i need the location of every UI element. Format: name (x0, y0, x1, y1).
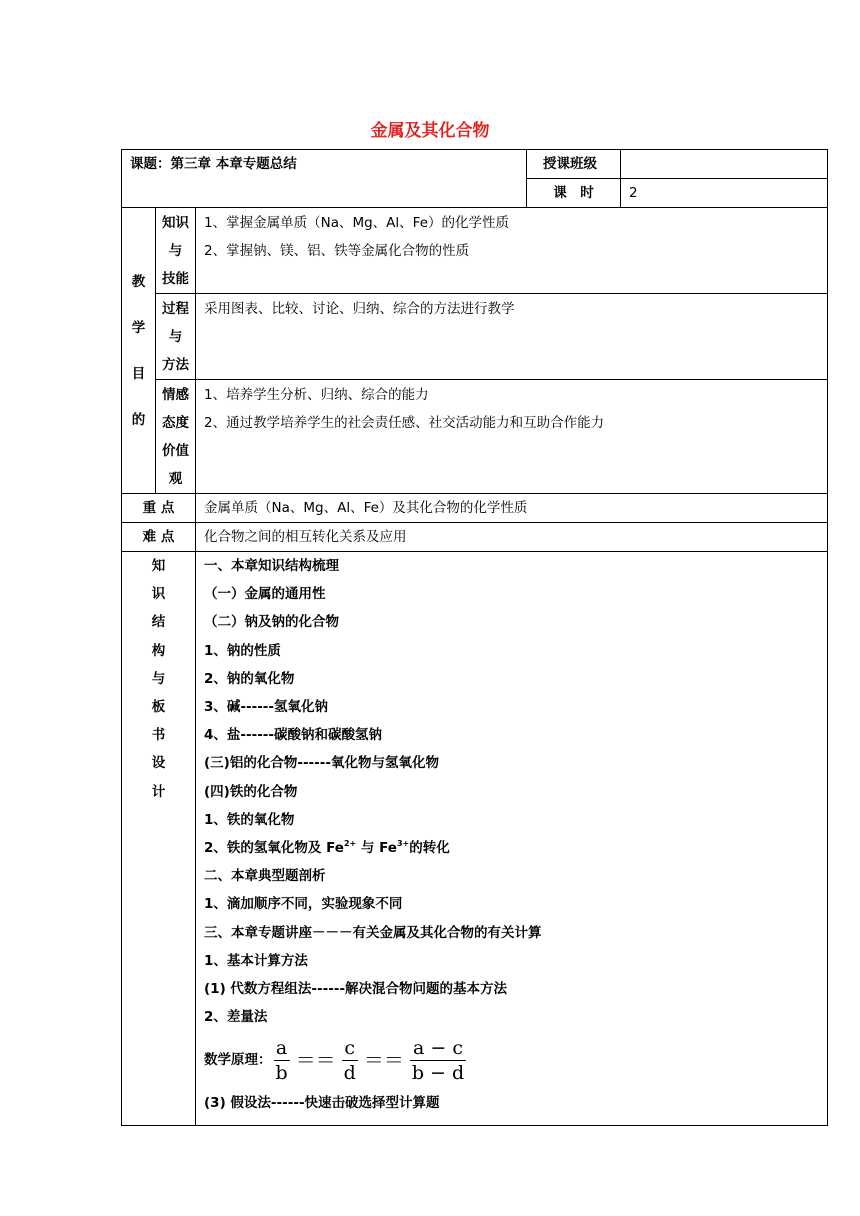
outline-line: （一）金属的通用性 (204, 586, 326, 603)
focus-label: 重 点 (122, 494, 196, 523)
math-principle-formula: 数学原理： $\frac{a}{b}$ ＝＝ $\frac{c}{d}$ ＝＝ $\frac{a - c}{b - d}$ (204, 1036, 465, 1084)
process-method-label: 过程 与 方法 (156, 294, 196, 380)
outline-line: (1) 代数方程组法------解决混合物问题的基本方法 (204, 981, 508, 998)
outline-line: 3、碱------氢氧化钠 (204, 699, 329, 716)
page-title: 金属及其化合物 (370, 121, 490, 141)
knowledge-structure-side-label: 知 识 结 构 与 板 书 设 计 (122, 552, 196, 1126)
process-method-content: 采用图表、比较、讨论、归纳、综合的方法进行教学 (196, 294, 828, 380)
outline-line: 二、本章典型题剖析 (204, 868, 326, 885)
outline-line: 一、本章知识结构梳理 (204, 558, 339, 574)
outline-line: 2、差量法 (204, 1009, 268, 1026)
focus-content: 金属单质（Na、Mg、Al、Fe）及其化合物的化学性质 (196, 494, 828, 523)
hours-value: 2 (621, 179, 828, 208)
objectives-side-label: 教 学 目 的 (122, 208, 156, 494)
difficulty-label: 难 点 (122, 523, 196, 552)
emotion-value-label: 情感 态度 价值观 (156, 380, 196, 494)
outline-line: 4、盐------碳酸钠和碳酸氢钠 (204, 727, 383, 744)
outline-line: 2、钠的氧化物 (204, 670, 295, 687)
outline-line: 1、钠的性质 (204, 642, 281, 659)
outline-line: (3) 假设法------快速击破选择型计算题 (204, 1095, 440, 1112)
fe-ion-line: 2、铁的氢氧化物及 $Fe^{2+}$ 与 $Fe^{3+}$的转化 (204, 839, 450, 857)
outline-line: (三)铝的化合物------氧化物与氢氧化物 (204, 755, 439, 772)
outline-line: (四)铁的化合物 (204, 783, 298, 800)
outline-line: 三、本章专题讲座－－－有关金属及其化合物的有关计算 (204, 924, 542, 941)
outline-line: （二）钠及钠的化合物 (204, 614, 339, 631)
lesson-plan-table (121, 149, 828, 1126)
knowledge-structure-content (196, 552, 828, 1126)
class-label: 授课班级 (527, 150, 621, 179)
difficulty-content: 化合物之间的相互转化关系及应用 (196, 523, 828, 552)
outline-line: 1、铁的氧化物 (204, 811, 295, 828)
outline-line: 1、滴加顺序不同，实验现象不同 (204, 896, 403, 913)
knowledge-skill-content: 1、掌握金属单质（Na、Mg、Al、Fe）的化学性质 2、掌握钠、镁、铝、铁等金属化合物的性质 (196, 208, 828, 294)
hours-label: 课 时 (527, 179, 621, 208)
knowledge-skill-label: 知识 与 技能 (156, 208, 196, 294)
emotion-value-content: 1、培养学生分析、归纳、综合的能力 2、通过教学培养学生的社会责任感、社交活动能力和互助合作能力 (196, 380, 828, 494)
fraction-diff: $\frac{a - c}{b - d}$ (411, 1036, 465, 1084)
topic-cell: 课题：第三章 本章专题总结 (122, 150, 527, 208)
fraction-a-b: $\frac{a}{b}$ (275, 1036, 288, 1084)
outline-line: 1、基本计算方法 (204, 952, 308, 969)
fraction-c-d: $\frac{c}{d}$ (343, 1036, 356, 1084)
class-value (621, 150, 828, 179)
